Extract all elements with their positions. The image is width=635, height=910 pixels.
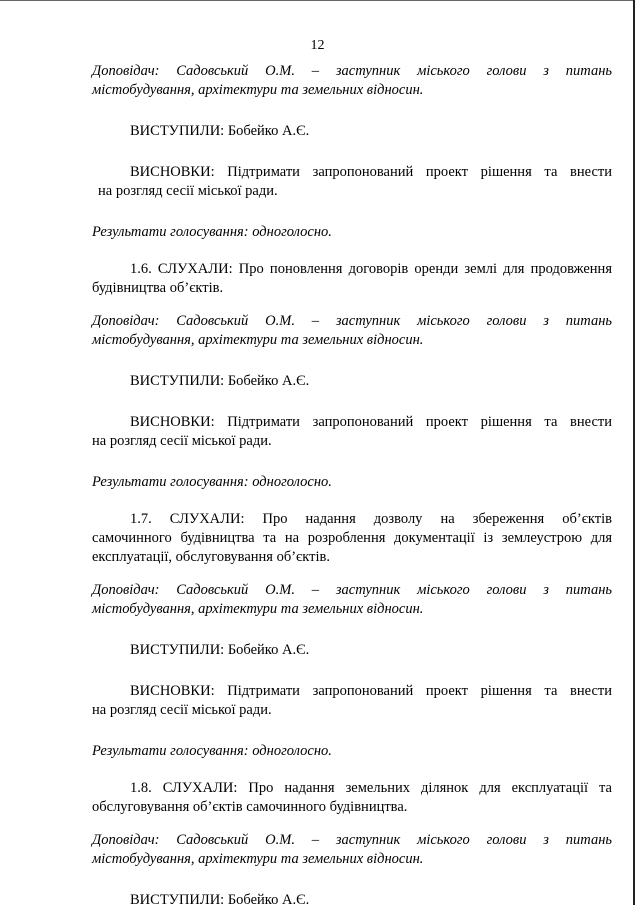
speaker-line: Доповідач: Садовський О.М. – заступник міського голови з питань [92,582,612,598]
heard-line: самочинного будівництва та на розроблення документації із землеустрою для [92,530,612,546]
heard-line: будівництва об’єктів. [92,280,224,296]
heard-line: 1.6. СЛУХАЛИ: Про поновлення договорів оренди землі для продовження [130,261,612,277]
heard-line: 1.8. СЛУХАЛИ: Про надання земельних ділянок для експлуатації та [130,780,612,796]
conclusion-line: ВИСНОВКИ: Підтримати запропонований проект рішення та внести [130,683,612,699]
speaker-line: містобудування, архітектури та земельних відносин. [92,601,424,617]
conclusion-line: ВИСНОВКИ: Підтримати запропонований проект рішення та внести [130,164,612,180]
vote-result: Результати голосування: одноголосно. [92,224,332,240]
page-number: 12 [310,38,325,53]
speaker-line: Доповідач: Садовський О.М. – заступник міського голови з питань [92,313,612,329]
speaker-line: містобудування, архітектури та земельних відносин. [92,332,424,348]
vote-result: Результати голосування: одноголосно. [92,743,332,759]
speaker-line: містобудування, архітектури та земельних відносин. [92,82,424,98]
conclusion-line: ВИСНОВКИ: Підтримати запропонований проект рішення та внести [130,414,612,430]
conclusion-line: на розгляд сесії міської ради. [92,433,272,449]
spoke-paragraph: ВИСТУПИЛИ: Бобейко А.Є. [130,892,310,908]
document-body [92,62,612,910]
heard-line: обслуговування об’єктів самочинного будівництва. [92,799,408,815]
heard-line: 1.7. СЛУХАЛИ: Про надання дозволу на збереження об’єктів [130,511,612,527]
speaker-line: Доповідач: Садовський О.М. – заступник міського голови з питань [92,63,612,79]
spoke-paragraph: ВИСТУПИЛИ: Бобейко А.Є. [130,123,310,139]
spoke-paragraph: ВИСТУПИЛИ: Бобейко А.Є. [130,642,310,658]
conclusion-line: на розгляд сесії міської ради. [98,183,278,199]
conclusion-line: на розгляд сесії міської ради. [92,702,272,718]
speaker-line: Доповідач: Садовський О.М. – заступник міського голови з питань [92,832,612,848]
heard-line: експлуатації, обслуговування об’єктів. [92,549,330,565]
scan-edge-top [0,0,635,4]
vote-result: Результати голосування: одноголосно. [92,474,332,490]
speaker-line: містобудування, архітектури та земельних відносин. [92,851,424,867]
spoke-paragraph: ВИСТУПИЛИ: Бобейко А.Є. [130,373,310,389]
